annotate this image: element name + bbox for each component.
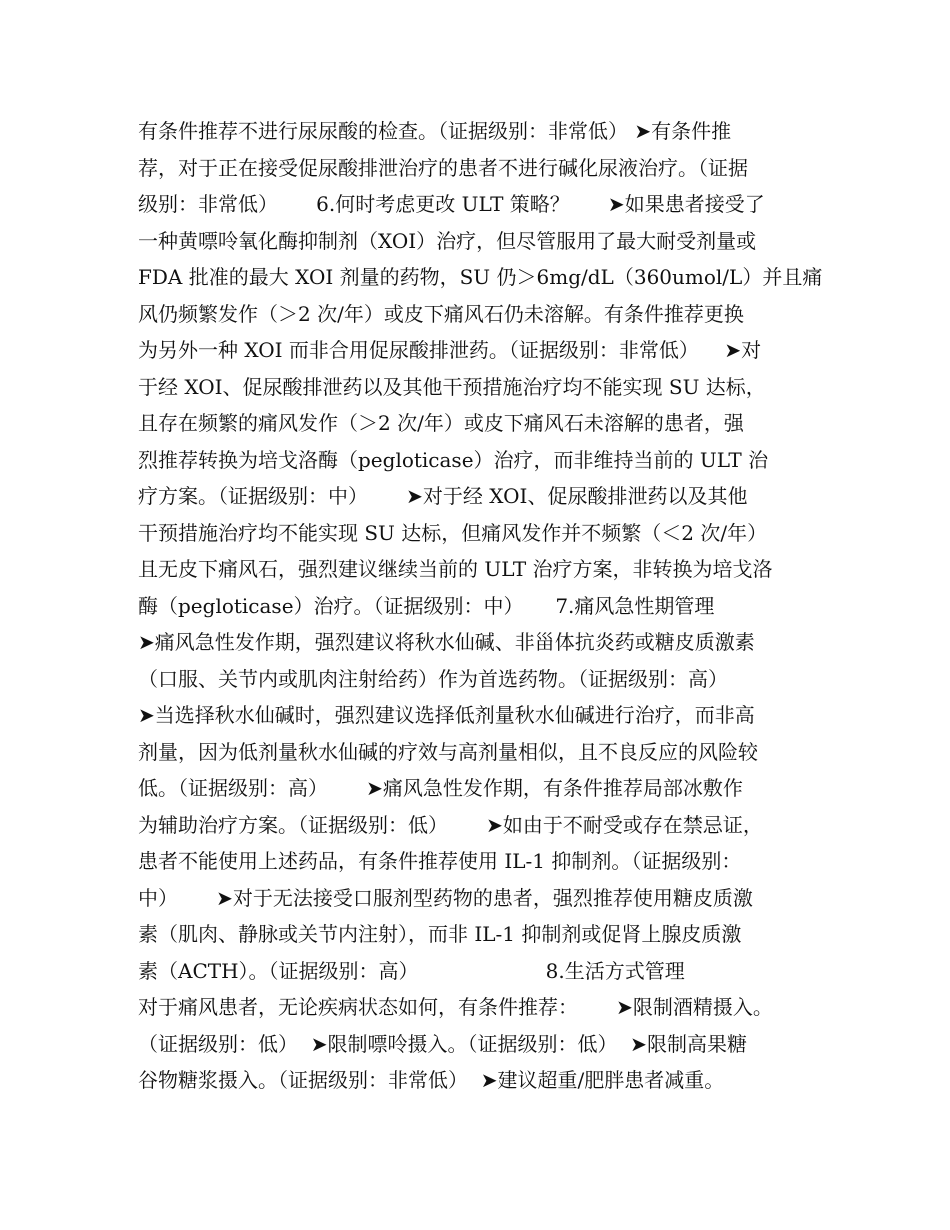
text-line-2: 荐，对于正在接受促尿酸排泄治疗的患者不进行碱化尿液治疗。（证据 bbox=[138, 155, 748, 180]
text-line-1: 有条件推荐不进行尿尿酸的检查。（证据级别：非常低） ➤有条件推 bbox=[138, 119, 732, 143]
text-line-16: （口服、关节内或肌肉注射给药）作为首选药物。（证据级别：高） bbox=[138, 666, 728, 691]
text-line-20: 为辅助治疗方案。（证据级别：低） ➤如由于不耐受或存在禁忌证， bbox=[138, 812, 763, 837]
text-line-27: 谷物糖浆摄入。（证据级别：非常低） ➤建议超重/肥胖患者减重。 bbox=[138, 1068, 725, 1092]
body-text bbox=[138, 113, 838, 1099]
text-line-19: 低。（证据级别：高） ➤痛风急性发作期，有条件推荐局部冰敷作 bbox=[138, 776, 743, 800]
text-line-4: 一种黄嘌呤氧化酶抑制剂（XOI）治疗，但尽管服用了最大耐受剂量或 bbox=[138, 228, 757, 253]
text-line-13: 且无皮下痛风石，强烈建议继续当前的 ULT 治疗方案，非转换为培戈洛 bbox=[138, 557, 773, 581]
text-line-8: 于经 XOI、促尿酸排泄药以及其他干预措施治疗均不能实现 SU 达标， bbox=[138, 374, 766, 399]
text-line-17: ➤当选择秋水仙碱时，强烈建议选择低剂量秋水仙碱进行治疗，而非高 bbox=[138, 703, 755, 727]
text-line-26: （证据级别：低） ➤限制嘌呤摄入。（证据级别：低） ➤限制高果糖 bbox=[138, 1031, 747, 1056]
text-line-9: 且存在频繁的痛风发作（＞2 次/年）或皮下痛风石未溶解的患者，强 bbox=[138, 411, 744, 435]
text-line-23: 素（肌肉、静脉或关节内注射），而非 IL-1 抑制剂或促肾上腺皮质激 bbox=[138, 922, 742, 946]
text-line-11: 疗方案。（证据级别：中） ➤对于经 XOI、促尿酸排泄药以及其他 bbox=[138, 484, 748, 508]
text-line-10: 烈推荐转换为培戈洛酶（pegloticase）治疗，而非维持当前的 ULT 治 bbox=[138, 447, 769, 472]
text-line-24: 素（ACTH）。（证据级别：高） 8.生活方式管理 bbox=[138, 958, 685, 983]
text-line-22: 中） ➤对于无法接受口服剂型药物的患者，强烈推荐使用糖皮质激 bbox=[138, 885, 753, 910]
text-line-5: FDA 批准的最大 XOI 剂量的药物，SU 仍＞6mg/dL（360umol/L）并且痛 bbox=[138, 265, 823, 289]
text-line-18: 剂量，因为低剂量秋水仙碱的疗效与高剂量相似，且不良反应的风险较 bbox=[138, 739, 758, 764]
text-line-12: 干预措施治疗均不能实现 SU 达标，但痛风发作并不频繁（＜2 次/年） bbox=[138, 520, 768, 545]
text-line-15: ➤痛风急性发作期，强烈建议将秋水仙碱、非甾体抗炎药或糖皮质激素 bbox=[138, 630, 755, 654]
text-line-21: 患者不能使用上述药品，有条件推荐使用 IL-1 抑制剂。（证据级别： bbox=[138, 849, 742, 873]
text-line-25: 对于痛风患者，无论疾病状态如何，有条件推荐： ➤限制酒精摄入。 bbox=[138, 995, 773, 1019]
text-line-6: 风仍频繁发作（＞2 次/年）或皮下痛风石仍未溶解。有条件推荐更换 bbox=[138, 301, 744, 326]
text-line-3: 级别：非常低） 6.何时考虑更改 ULT 策略？ ➤如果患者接受了 bbox=[138, 192, 765, 216]
text-line-7: 为另外一种 XOI 而非合用促尿酸排泄药。（证据级别：非常低） ➤对 bbox=[138, 338, 762, 362]
text-line-14: 酶（pegloticase）治疗。（证据级别：中） 7.痛风急性期管理 bbox=[138, 593, 715, 618]
